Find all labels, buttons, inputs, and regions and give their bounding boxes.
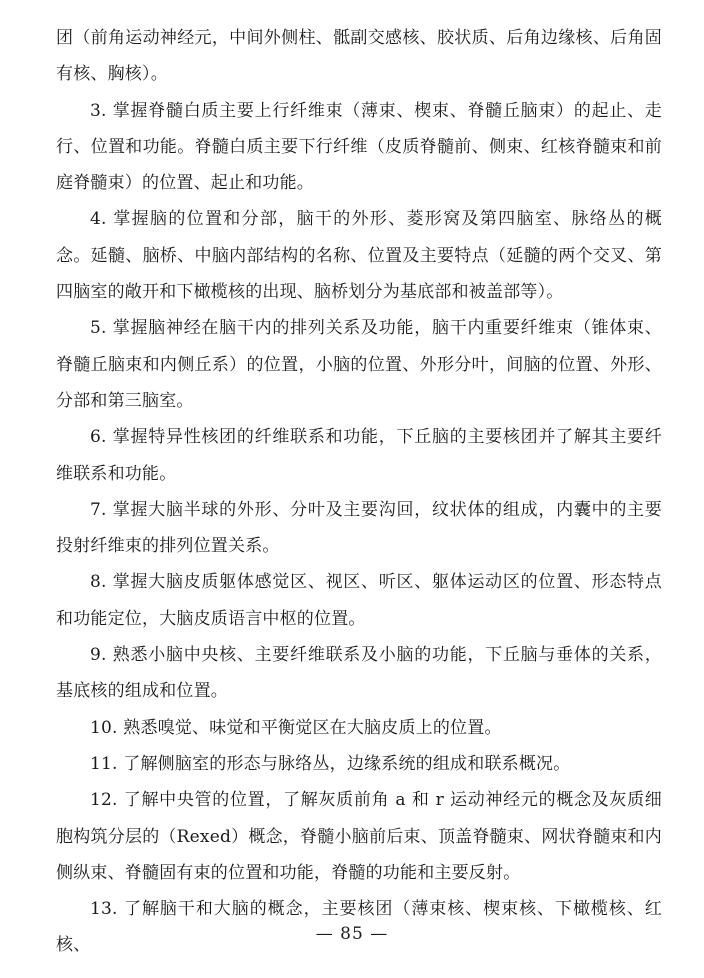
paragraph-item-5: 5. 掌握脑神经在脑干内的排列关系及功能，脑干内重要纤维束（锥体束、脊髓丘脑束和内侧丘系）的位置，小脑的位置、外形分叶，间脑的位置、外形、分部和第三脑室。 (56, 318, 662, 411)
paragraph-item-10: 10. 熟悉嗅觉、味觉和平衡觉区在大脑皮质上的位置。 (90, 717, 502, 738)
paragraph-item-6: 6. 掌握特异性核团的纤维联系和功能，下丘脑的主要核团并了解其主要纤维联系和功能。 (56, 427, 662, 484)
page-number: — 85 — (315, 924, 389, 944)
paragraph-continuation: 团（前角运动神经元，中间外侧柱、骶副交感核、胶状质、后角边缘核、后角固有核、胸核）。 (56, 28, 662, 85)
paragraph-item-4: 4. 掌握脑的位置和分部，脑干的外形、菱形窝及第四脑室、脉络丛的概念。延髓、脑桥、中脑内部结构的名称、位置及主要特点（延髓的两个交叉、第四脑室的敞开和下橄榄核的出现、脑桥划分为基底部和被盖部等）。 (56, 209, 662, 303)
paragraph-item-9: 9. 熟悉小脑中央核、主要纤维联系及小脑的功能，下丘脑与垂体的关系，基底核的组成和位置。 (56, 645, 662, 702)
paragraph-item-13: 13. 了解脑干和大脑的概念，主要核团（薄束核、楔束核、下橄榄核、红核、 (56, 899, 662, 956)
paragraph-item-12: 12. 了解中央管的位置，了解灰质前角 a 和 r 运动神经元的概念及灰质细胞构筑分层的（Rexed）概念，脊髓小脑前后束、顶盖脊髓束、网状脊髓束和内侧纵束、脊髓固有束的位置和功能，脊髓的功能和主要反射。 (56, 790, 662, 883)
paragraph-item-3: 3. 掌握脊髓白质主要上行纤维束（薄束、楔束、脊髓丘脑束）的起止、走行、位置和功能。脊髓白质主要下行纤维（皮质脊髓前、侧束、红核脊髓束和前庭脊髓束）的位置、起止和功能。 (56, 100, 662, 194)
document-body (56, 20, 662, 964)
paragraph-item-7: 7. 掌握大脑半球的外形、分叶及主要沟回，纹状体的组成，内囊中的主要投射纤维束的排列位置关系。 (56, 499, 662, 557)
paragraph-item-11: 11. 了解侧脑室的形态与脉络丛，边缘系统的组成和联系概况。 (90, 753, 571, 774)
paragraph-item-8: 8. 掌握大脑皮质躯体感觉区、视区、听区、躯体运动区的位置、形态特点和功能定位，大脑皮质语言中枢的位置。 (56, 572, 662, 629)
